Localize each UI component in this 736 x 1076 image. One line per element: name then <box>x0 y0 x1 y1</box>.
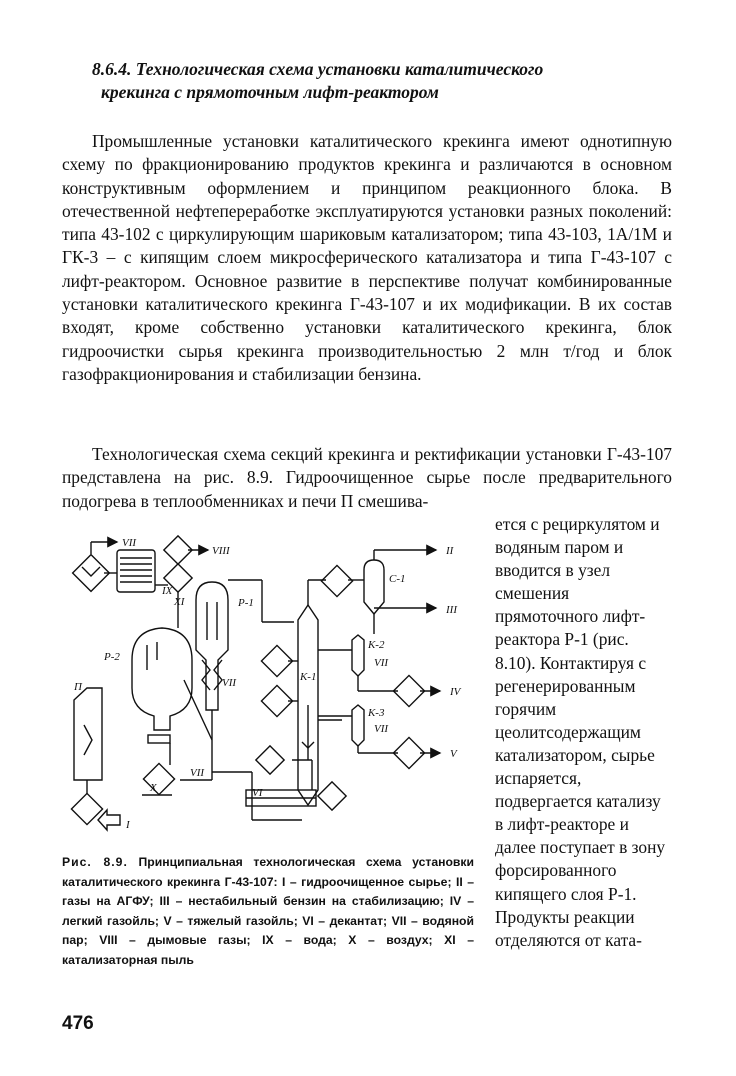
paragraph-scheme: Технологическая схема секций крекинга и ректификации установки Г-43-107 представлена на рис. 8.9. Гидроочищенное сырье после предварительного подогрева в теплообменниках и печи П смешива- <box>62 444 672 511</box>
label-k2: К-2 <box>368 639 385 651</box>
label-vii-bot: VII <box>190 767 205 779</box>
label-vii-k3: VII <box>374 723 389 735</box>
figure-caption-text: Принципиальная технологическая схема установки каталитического крекинга Г-43-107: I – гидроочищенное сырье; II – газы на АГФУ; III – нестабильный бензин на стабилизацию; IV –легкий газойль; V – тяжелый газойль; VI – декантат; VII – водяной пар; VIII – дымовые газы; IX – вода; X – воздух; XI – катализаторная пыль <box>62 855 474 967</box>
section-heading-line-2: крекинга с прямоточным лифт-реактором <box>101 82 439 102</box>
label-p: П <box>74 681 82 693</box>
label-c1: С-1 <box>389 573 406 585</box>
waste-heat-boiler <box>117 550 155 592</box>
page-number: 476 <box>62 1013 94 1034</box>
label-iii: III <box>446 604 457 616</box>
lift-reactor-p1 <box>196 582 228 710</box>
label-p2: Р-2 <box>104 651 120 663</box>
heat-exchanger-top-left <box>73 555 110 592</box>
section-heading <box>92 58 692 104</box>
label-vii-k2: VII <box>374 657 389 669</box>
label-i: I <box>126 819 130 831</box>
label-v: V <box>450 748 457 760</box>
label-k1: К-1 <box>300 671 317 683</box>
stripper-k3 <box>352 705 364 746</box>
label-xi: XI <box>174 596 185 608</box>
separator-c1 <box>364 560 384 614</box>
process-flow-diagram <box>62 510 482 850</box>
label-x: X <box>150 782 157 794</box>
label-ii: II <box>446 545 454 557</box>
label-vii-mid: VII <box>222 677 237 689</box>
label-vi: VI <box>252 787 263 799</box>
fractionation-column-k1 <box>298 605 318 805</box>
label-iv: IV <box>450 686 461 698</box>
paragraph-scheme-column: ется с рециркулятом и водяным паром и вводится в узел смешения прямоточного лифт-реактора Р-1 (рис. 8.10). Контактируя с регенерированным горячим цеолитсодержащим катализатором, сырье испаряется, подвергается катализу в лифт-реакторе и далее поступает в зону форсированного кипящего слоя Р-1. Продукты реакции отделяются от ката- <box>495 514 666 950</box>
figure-caption-label: Рис. 8.9. <box>62 855 128 869</box>
stripper-k2 <box>352 635 364 676</box>
label-p1: Р-1 <box>238 597 254 609</box>
label-k3: К-3 <box>368 707 385 719</box>
label-vii-top: VII <box>122 537 137 549</box>
paragraph-intro: Промышленные установки каталитического крекинга имеют однотипную схему по фракционированию продуктов крекинга и различаются в основном конструктивным оформлением и принципом реакционного блока. В отечественной нефтепереработке эксплуатируются установки разных поколений: типа 43-102 с циркулирующим шариковым катализатором; типа 43-103, 1А/1М и ГК-3 – с кипящим слоем микросферического катализатора и типа Г-43-107 с лифт-реактором. Основное развитие в перспективе получат комбинированные установки каталитического крекинга Г-43-107 и их модификации. В их состав входят, кроме собственно установки каталитического крекинга, блок гидроочистки сырья крекинга производительностью 2 млн т/год и блок газофракционирования и стабилизации бензина. <box>62 131 672 384</box>
figure-caption <box>62 853 474 971</box>
section-heading-line-1: 8.6.4. Технологическая схема установки каталитического <box>92 59 544 79</box>
label-ix: IX <box>162 585 173 597</box>
label-viii: VIII <box>212 545 230 557</box>
furnace-p <box>74 688 102 780</box>
regenerator-p2 <box>132 628 192 743</box>
